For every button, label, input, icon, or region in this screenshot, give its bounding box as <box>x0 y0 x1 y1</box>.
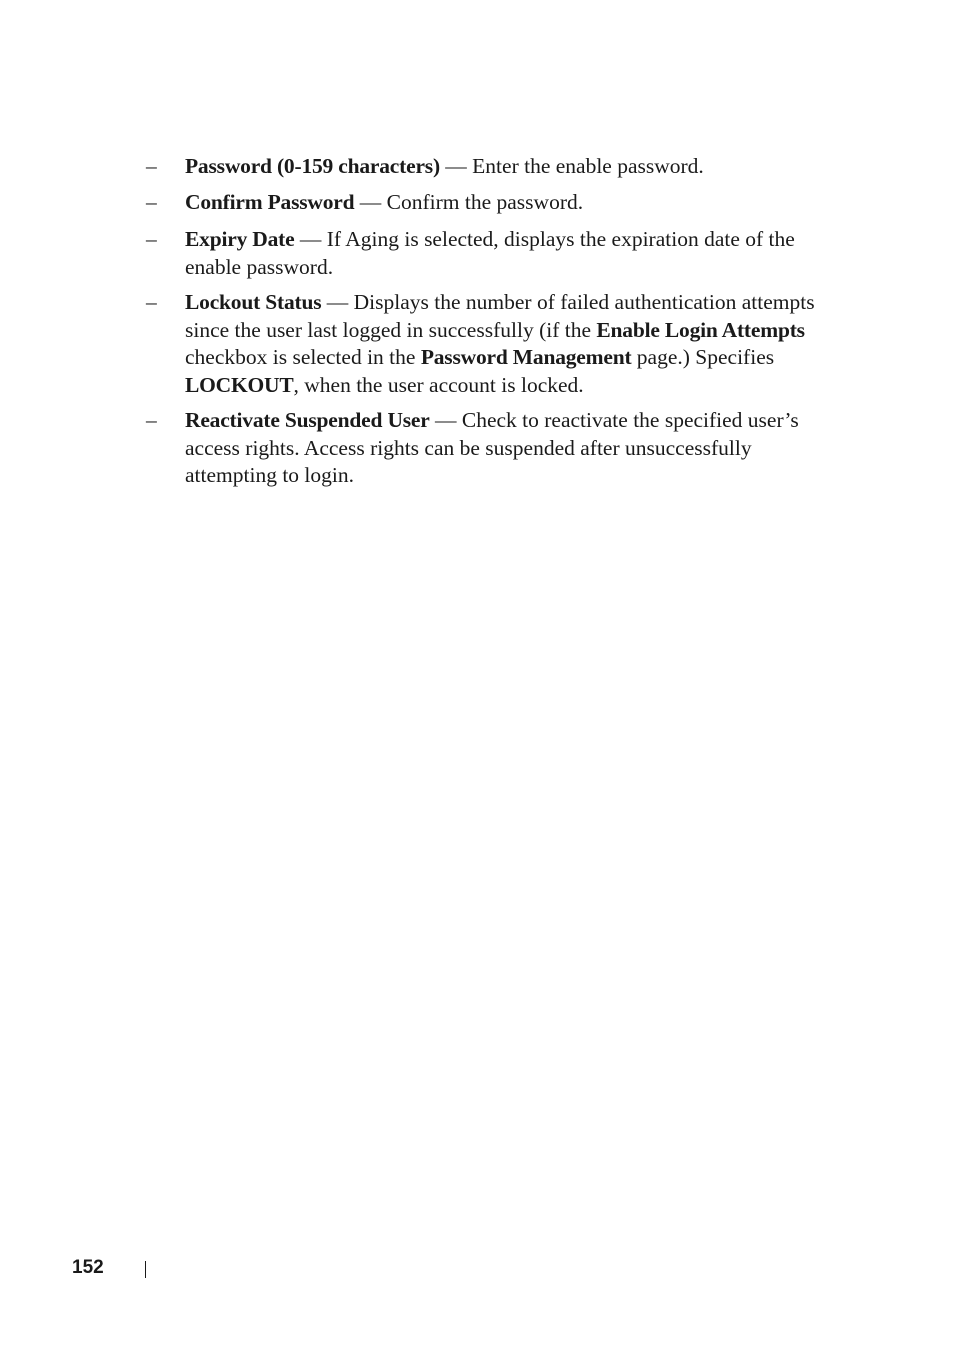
list-item-confirm-password <box>146 189 836 217</box>
term-expiry-date: Expiry Date <box>185 227 295 251</box>
description-lockout-status-part-3: page.) Specifies <box>631 345 775 369</box>
list-dash: – <box>146 227 157 251</box>
list-item-password <box>146 153 836 181</box>
description-confirm-password: Confirm the password. <box>386 190 584 214</box>
page-number: 152 <box>72 1257 104 1278</box>
term-confirm-password: Confirm Password <box>185 190 355 214</box>
description-lockout-status-part-4: , when the user account is locked. <box>293 372 584 397</box>
list-item-reactivate-suspended-user <box>146 407 836 490</box>
list-dash: – <box>146 154 157 178</box>
list-dash: – <box>146 290 157 314</box>
description-password: Enter the enable password. <box>472 154 704 178</box>
list-dash: – <box>146 408 157 432</box>
term-separator: — <box>321 290 354 314</box>
list-dash: – <box>146 190 157 214</box>
term-separator: — <box>439 154 473 178</box>
term-separator: — <box>294 227 327 251</box>
description-expiry-date: If Aging is selected, displays the expiration date of the enable password. <box>185 227 795 279</box>
term-separator: — <box>354 190 387 214</box>
description-lockout-status-part-1: Displays the number of failed authentication attempts since the user last logged in successfully (if the <box>185 290 815 342</box>
list-item-lockout-status <box>146 289 836 399</box>
ref-password-management: Password Management <box>420 345 632 369</box>
footer-divider <box>145 1261 146 1278</box>
description-lockout-status-part-2: checkbox is selected in the <box>185 345 421 369</box>
list-item-body <box>185 407 836 490</box>
description-reactivate-suspended-user: Check to reactivate the specified user’s access rights. Access rights can be suspended after unsuccessfully attempting to login. <box>185 408 799 487</box>
list-item-body <box>185 189 836 217</box>
list-item-body <box>185 226 836 281</box>
ref-enable-login-attempts: Enable Login Attempts <box>596 317 805 342</box>
term-separator: — <box>429 408 462 432</box>
list-item-expiry-date <box>146 226 836 281</box>
ref-lockout: LOCKOUT <box>185 372 294 397</box>
term-reactivate-suspended-user: Reactivate Suspended User <box>185 408 430 432</box>
list-item-body <box>185 153 836 181</box>
term-password: Password (0-159 characters) <box>185 154 440 178</box>
term-lockout-status: Lockout Status <box>185 290 322 314</box>
list-item-body <box>185 289 836 399</box>
